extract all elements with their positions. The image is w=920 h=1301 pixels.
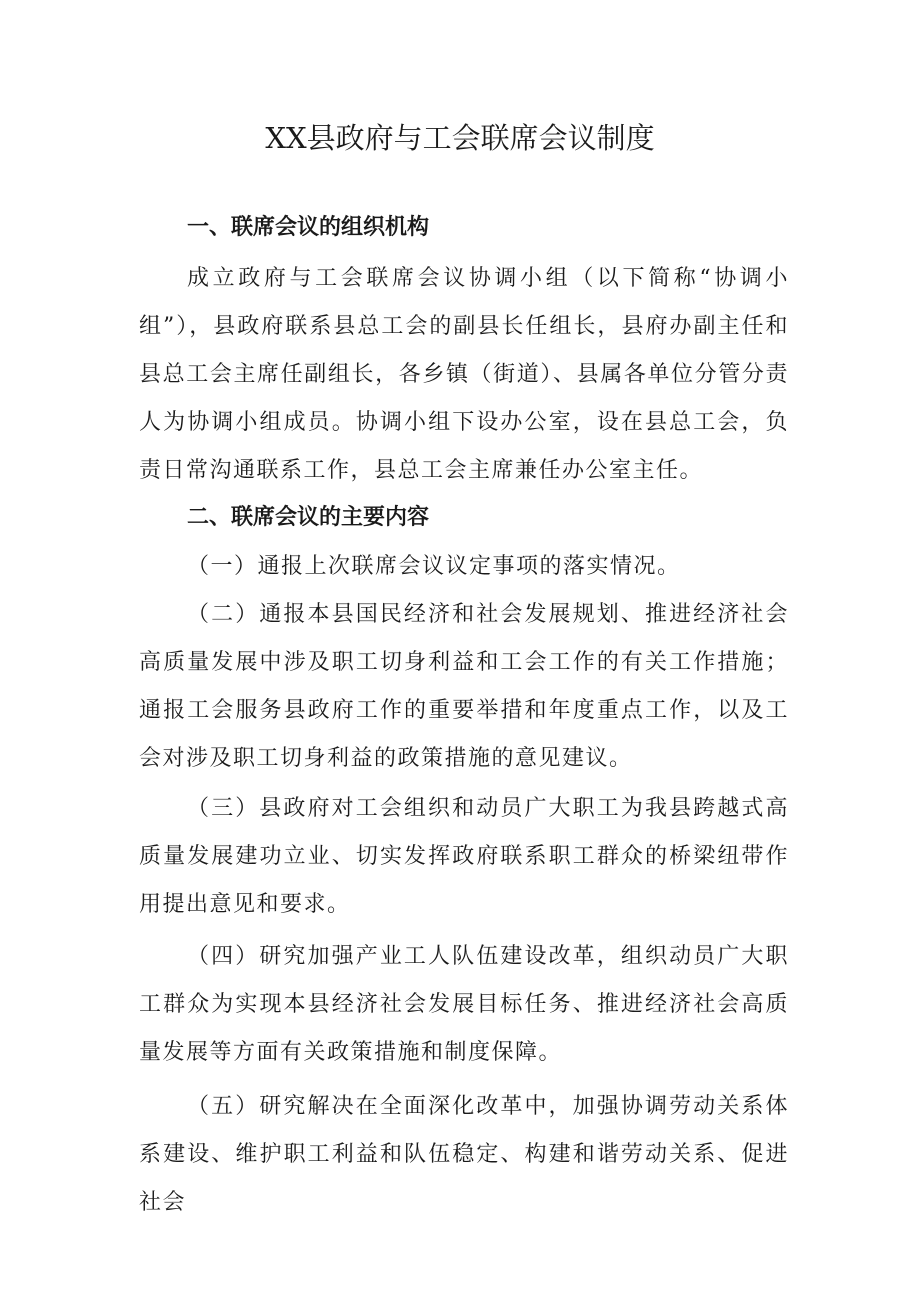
paragraph-item-5: （五）研究解决在全面深化改革中，加强协调劳动关系体系建设、维护职工利益和队伍稳定、构建和谐劳动关系、促进社会 [139, 1094, 789, 1215]
paragraph-item-2: （二）通报本县国民经济和社会发展规划、推进经济社会高质量发展中涉及职工切身利益和工会工作的有关工作措施；通报工会服务县政府工作的重要举措和年度重点工作，以及工会对涉及职工切身利益的政策措施的意见建议。 [139, 602, 789, 771]
section-heading-organization: 一、联席会议的组织机构 [187, 215, 430, 240]
document-title: XX县政府与工会联席会议制度 [265, 121, 655, 155]
paragraph-item-1: （一）通报上次联席会议议定事项的落实情况。 [187, 554, 681, 579]
paragraph-item-4: （四）研究加强产业工人队伍建设改革，组织动员广大职工群众为实现本县经济社会发展目标任务、推进经济社会高质量发展等方面有关政策措施和制度保障。 [139, 944, 789, 1065]
paragraph-item-3: （三）县政府对工会组织和动员广大职工为我县跨越式高质量发展建功立业、切实发挥政府联系职工群众的桥梁纽带作用提出意见和要求。 [139, 796, 789, 917]
paragraph-organization: 成立政府与工会联席会议协调小组（以下简称“协调小组”），县政府联系县总工会的副县长任组长，县府办副主任和县总工会主席任副组长，各乡镇（街道）、县属各单位分管分责人为协调小组成员。协调小组下设办公室，设在县总工会，负责日常沟通联系工作，县总工会主席兼任办公室主任。 [139, 266, 789, 483]
section-heading-content: 二、联席会议的主要内容 [187, 505, 430, 530]
